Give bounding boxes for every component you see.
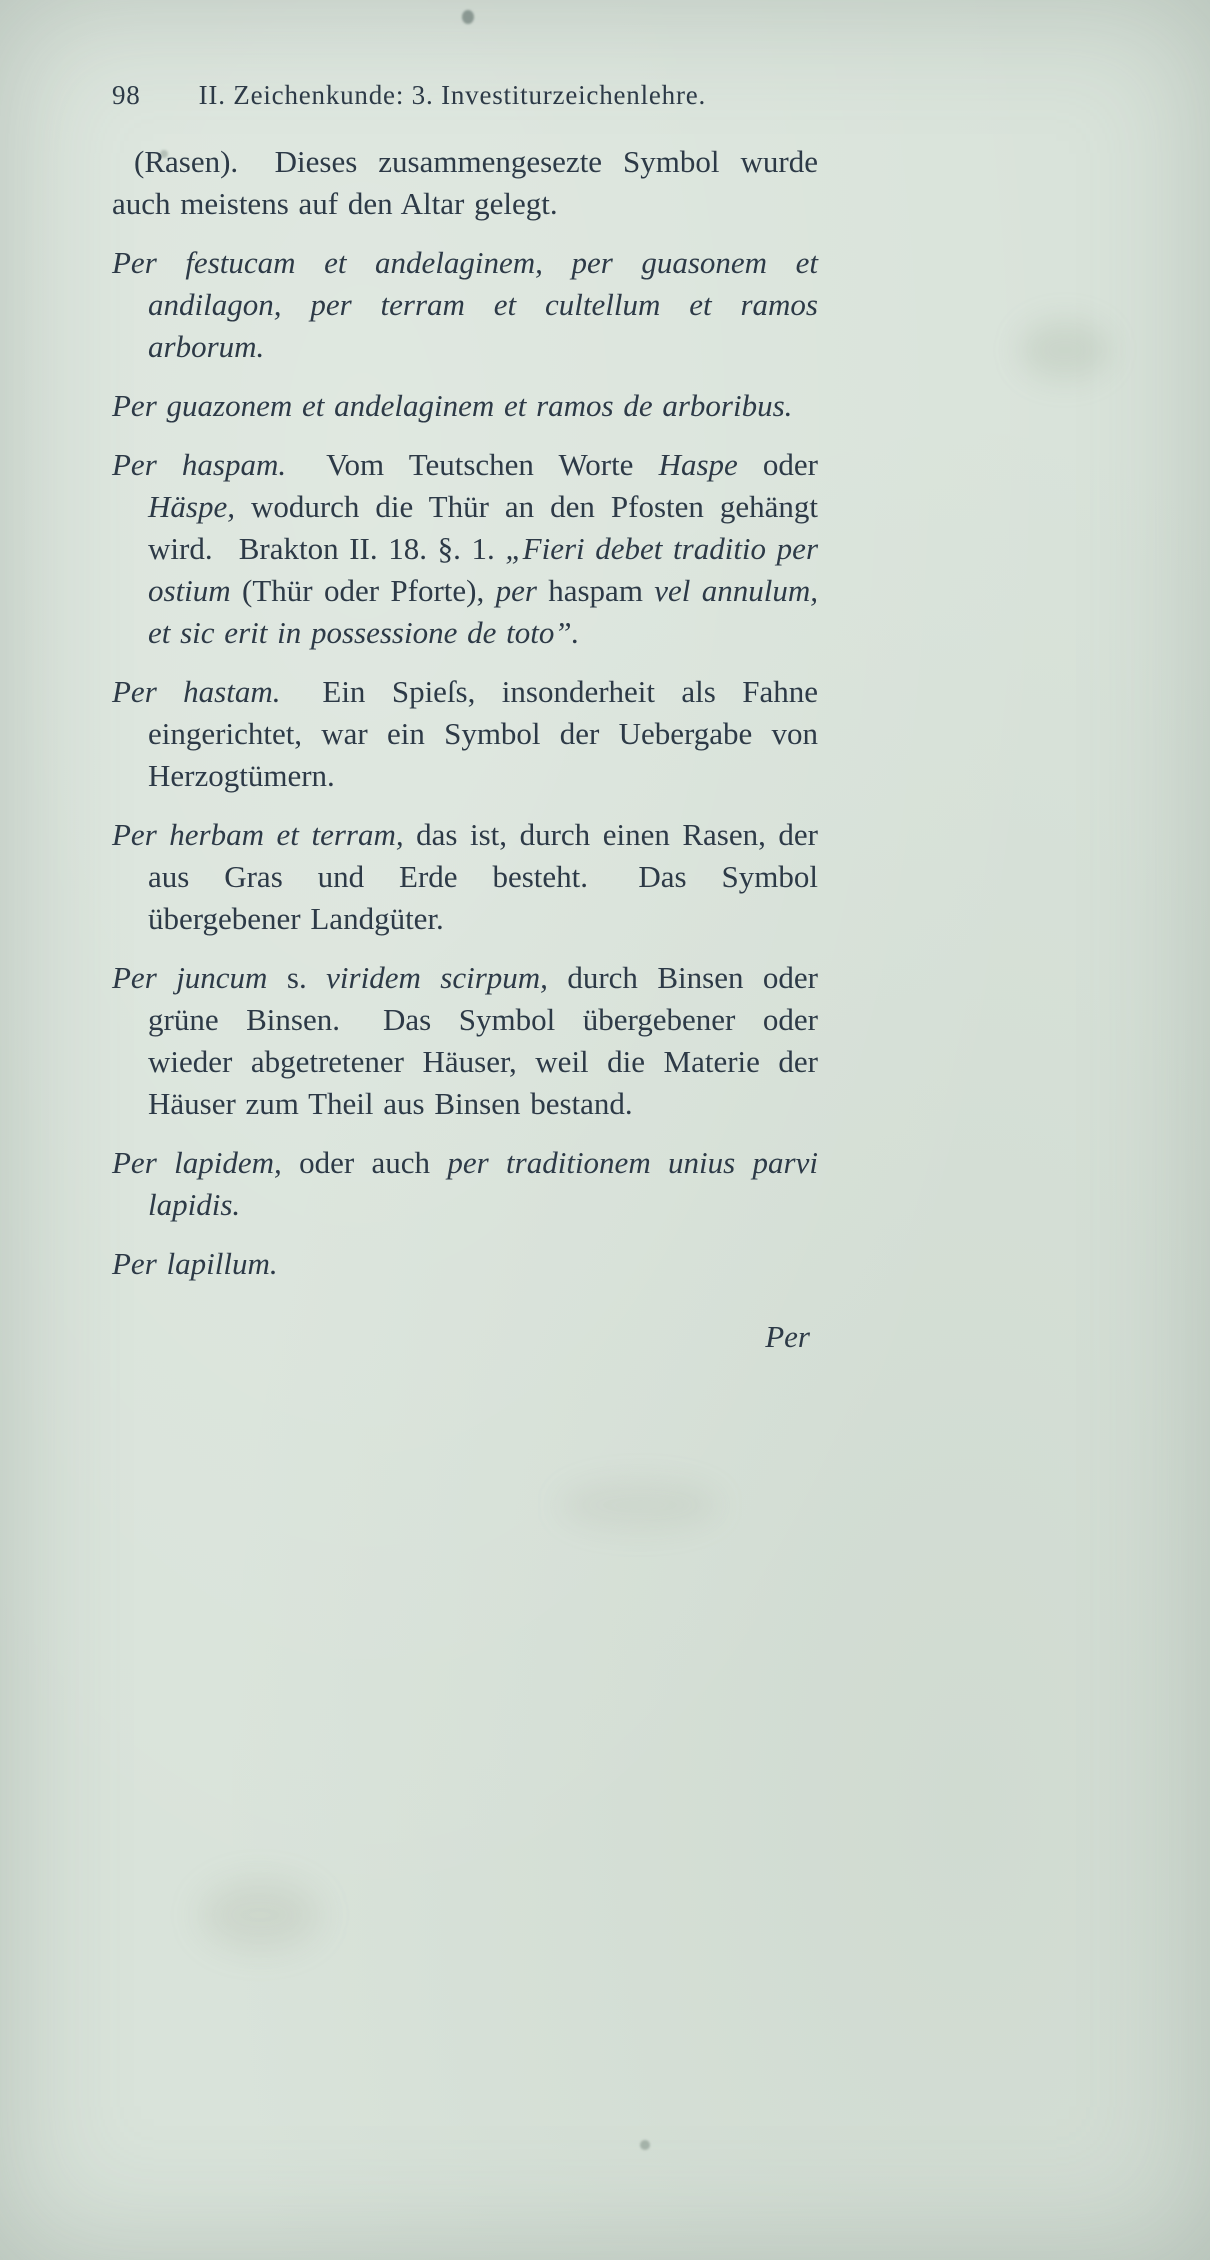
paragraph — [112, 671, 818, 797]
text-segment: Per festucam et andelaginem, per guasonem et andilagon, per terram et cultellum et ramos arborum. — [112, 245, 818, 364]
text-segment: oder — [737, 447, 818, 482]
paper-stain — [200, 1880, 320, 1950]
paper-stain — [1020, 320, 1110, 380]
text-segment: haspam — [536, 573, 655, 608]
text-segment: (Thür oder Pforte), — [230, 573, 496, 608]
text-segment: Per herbam et terram, — [112, 817, 404, 852]
text-segment: das ist, durch einen Rasen, der aus Gras und Erde besteht. Das Symbol übergebener Landgüter. — [148, 817, 818, 936]
text-segment: Per juncum — [112, 960, 268, 995]
text-segment: durch Binsen oder grüne Binsen. Das Symbol übergebener oder wieder abgetretener Häuser, weil die Materie der Häuser zum Theil aus Binsen bestand. — [148, 960, 818, 1121]
text-segment: wodurch die Thür an den Pfosten gehängt wird. Brakton II. 18. §. 1. — [148, 489, 818, 566]
running-title: II. Zeichenkunde: 3. Investiturzeichenlehre. — [198, 80, 707, 110]
paragraph — [112, 444, 818, 654]
page-number: 98 — [112, 80, 141, 110]
text-segment: Per guazonem et andelaginem et ramos de arboribus. — [112, 388, 793, 423]
text-segment: Haspe — [658, 447, 738, 482]
running-head — [112, 80, 818, 111]
paragraph — [112, 1243, 818, 1285]
text-segment: per traditionem unius parvi lapidis. — [148, 1145, 818, 1222]
text-segment: „Fieri debet traditio per ostium — [148, 531, 819, 608]
text-segment: oder auch — [281, 1145, 448, 1180]
text-segment: Häspe, — [148, 489, 235, 524]
text-segment: per — [495, 573, 537, 608]
text-segment: s. — [267, 960, 327, 995]
text-block — [112, 80, 818, 1355]
text-segment: Per haspam. — [112, 447, 287, 482]
catchword: Per — [765, 1319, 810, 1354]
text-segment: vel annulum, et sic erit in possessione de toto”. — [148, 573, 819, 650]
paper-stain — [640, 2140, 650, 2150]
text-segment: Per lapillum. — [112, 1246, 278, 1281]
text-segment: (Rasen). Dieses zusammengesezte Symbol wurde auch meistens auf den Altar gelegt. — [112, 144, 818, 221]
paragraph — [112, 814, 818, 940]
paragraph — [112, 141, 818, 225]
text-segment: Per lapidem, — [112, 1145, 282, 1180]
text-segment: Per hastam. — [112, 674, 281, 709]
paragraph — [112, 1142, 818, 1226]
paper-stain — [560, 1480, 720, 1530]
text-segment: Ein Spieſs, insonderheit als Fahne eingerichtet, war ein Symbol der Uebergabe von Herzogtümern. — [148, 674, 819, 793]
paper-stain — [462, 10, 474, 24]
paragraph — [112, 242, 818, 368]
text-segment: Vom Teutschen Worte — [286, 447, 659, 482]
paragraph-container — [112, 141, 818, 1285]
text-segment: viridem scirpum, — [326, 960, 548, 995]
paragraph — [112, 385, 818, 427]
paragraph — [112, 957, 818, 1125]
